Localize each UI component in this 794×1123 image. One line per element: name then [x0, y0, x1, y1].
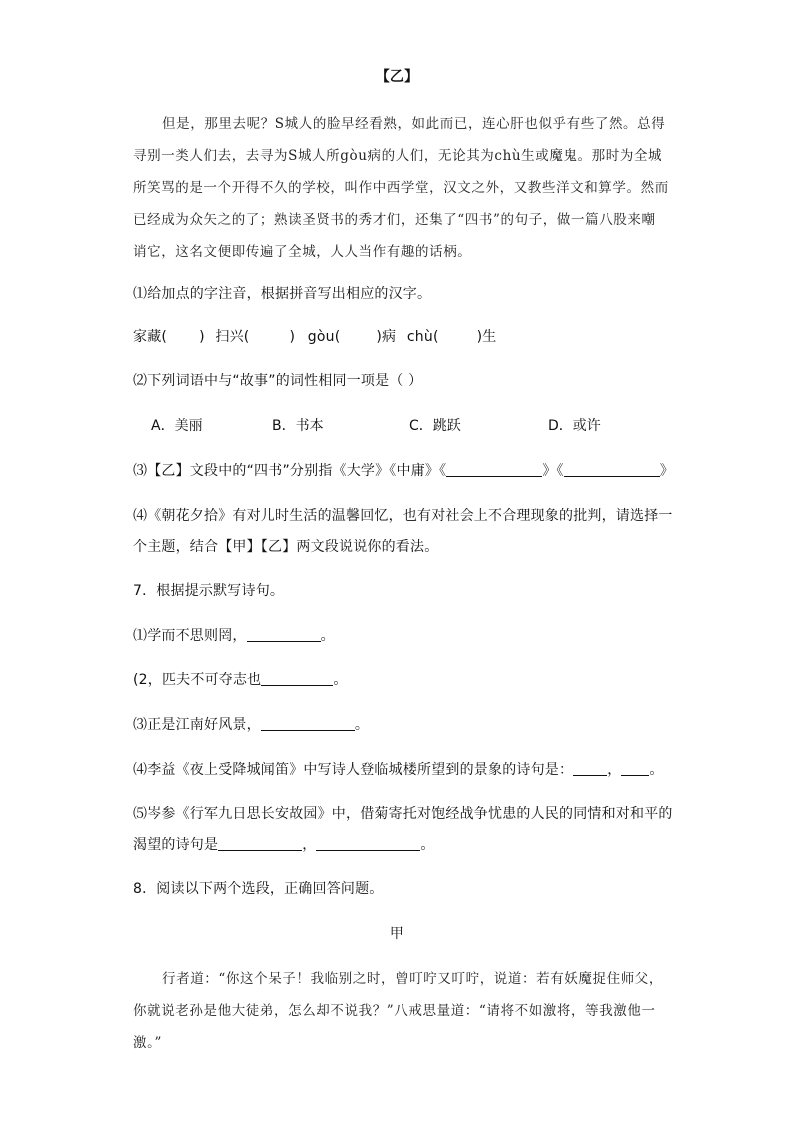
yi-paragraph-line-2: 寻别一类人们去，去寻为S城人所gòu病的人们，无论其为chù生或魔鬼。那时为全城	[133, 148, 663, 164]
q7-blank-2[interactable]	[261, 672, 333, 686]
q7-blank-4a[interactable]	[573, 762, 607, 776]
q1-items: 家藏( ) 扫兴( ) gòu( )病 chù( )生	[133, 329, 497, 345]
q1-item-4: chù(	[406, 329, 439, 345]
q4-line-2: 个主题，结合【甲】【乙】两文段说说你的看法。	[133, 539, 439, 555]
q2-option-d[interactable]: D．或许	[548, 418, 601, 434]
q3-part-1: ⑶【乙】文段中的“四书”分别指《大学》《中庸》《	[133, 463, 447, 479]
q2-stem: ⑵下列词语中与“故事”的词性相同一项是（ ）	[133, 373, 423, 389]
q7-blank-5a[interactable]	[218, 837, 302, 851]
q7-sentence-2: (2，匹夫不可夺志也 。	[133, 672, 348, 688]
q7-blank-4b[interactable]	[621, 762, 649, 776]
q3-part-2: 》《	[542, 463, 564, 479]
q7-sentence-5-line-1: ⑸岑参《行军九日思长安故园》中，借菊寄托对饱经战争忧患的人民的同情和对和平的	[133, 806, 673, 822]
q3-blank-2[interactable]	[564, 463, 660, 477]
jia-paragraph-line-1: 行者道：“你这个呆子！我临别之时，曾叮咛又叮咛，说道：若有妖魔捉住师父，	[162, 971, 664, 987]
q3-blank-1[interactable]	[446, 463, 542, 477]
yi-paragraph-line-1: 但是，那里去呢？S城人的脸早经看熟，如此而已，连心肝也似乎有些了然。总得	[162, 116, 666, 132]
q7-sentence-4: ⑷李益《夜上受降城闻笛》中写诗人登临城楼所望到的景象的诗句是： ， 。	[133, 762, 664, 778]
q3-line	[133, 460, 674, 480]
q7-sentence-5-line-2: 渴望的诗句是 ， 。	[133, 837, 435, 853]
jia-paragraph-line-3: 激。”	[133, 1035, 162, 1051]
yi-paragraph-line-3: 所笑骂的是一个开得不久的学校，叫作中西学堂，汉文之外，又教些洋文和算学。然而	[133, 180, 669, 196]
q7-blank-1[interactable]	[247, 628, 321, 642]
q4-line-1: ⑷《朝花夕拾》有对儿时生活的温馨回忆，也有对社会上不合理现象的批判，请选择一	[133, 508, 673, 524]
q2-option-a[interactable]: A．美丽	[151, 418, 203, 434]
q1-item-2: 扫兴(	[215, 329, 250, 345]
yi-paragraph-line-5: 诮它，这名文便即传遍了全城，人人当作有趣的话柄。	[133, 244, 472, 260]
q8-stem: 8．阅读以下两个选段，正确回答问题。	[133, 881, 384, 897]
q2-option-c[interactable]: C．跳跃	[409, 418, 461, 434]
q1-item-3: gòu(	[307, 329, 341, 345]
q3-part-3: 》	[659, 463, 674, 479]
q7-blank-3[interactable]	[261, 717, 355, 731]
section-heading-yi: 【乙】	[375, 69, 419, 85]
q1-item-1: 家藏(	[133, 329, 168, 345]
q1-stem: ⑴给加点的字注音，根据拼音写出相应的汉字。	[133, 286, 432, 302]
yi-paragraph-line-4: 已经成为众矢之的了；熟读圣贤书的秀才们，还集了“四书”的句子，做一篇八股来嘲	[133, 212, 656, 228]
q7-blank-5b[interactable]	[316, 837, 420, 851]
q7-stem: 7．根据提示默写诗句。	[133, 583, 285, 599]
section-heading-jia: 甲	[389, 926, 405, 942]
q7-sentence-3: ⑶正是江南好风景， 。	[133, 717, 370, 733]
jia-paragraph-line-2: 你就说老孙是他大徒弟，怎么却不说我？”八戒思量道：“请将不如激将，等我激他一	[133, 1003, 656, 1019]
q7-sentence-1: ⑴学而不思则罔， 。	[133, 628, 335, 644]
q2-option-b[interactable]: B．书本	[272, 418, 324, 434]
